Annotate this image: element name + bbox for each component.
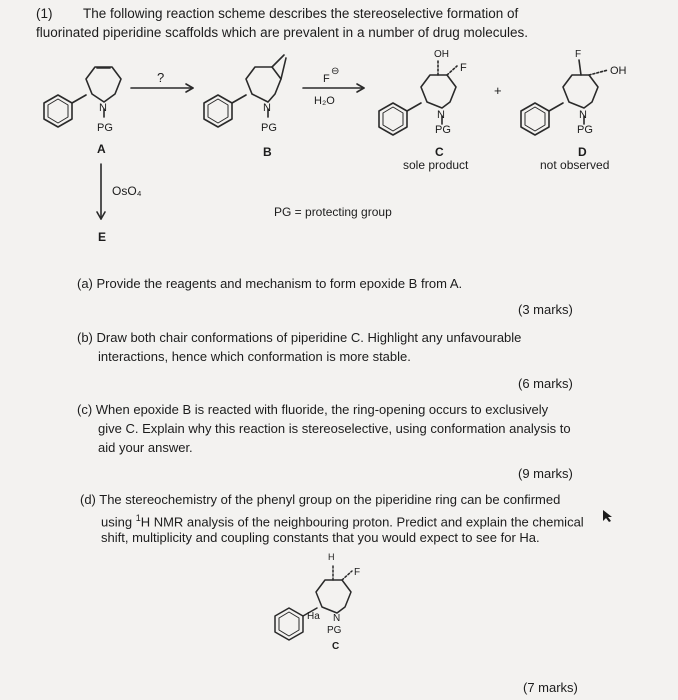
atom-n-d: N (579, 109, 587, 121)
reagent-fluoride-charge: ⊖ (331, 66, 340, 77)
compound-b-structure (204, 55, 286, 127)
label-c-note: sole product (403, 158, 469, 172)
atom-oh-d: OH (610, 65, 627, 77)
atom-pg-d: PG (577, 124, 593, 136)
part-b-marks: (6 marks) (518, 376, 573, 391)
part-a-text: (a) Provide the reagents and mechanism to form epoxide B from A. (77, 276, 463, 291)
part-c-marks: (9 marks) (518, 466, 573, 481)
label-e: E (98, 230, 107, 244)
atom-n-a: N (99, 102, 107, 114)
part-c-line3: aid your answer. (98, 440, 193, 455)
part-b-line2: interactions, hence which conformation is more stable. (98, 349, 411, 364)
atom-n-c: N (437, 109, 445, 121)
reagent-fluoride: F (323, 73, 330, 85)
atom-pg-a: PG (97, 122, 113, 134)
label-a: A (97, 142, 106, 156)
atom-pg-b: PG (261, 122, 277, 134)
part-c-line2: give C. Explain why this reaction is stereoselective, using conformation analysis to (98, 421, 571, 436)
arrow1-label: ? (157, 70, 165, 85)
compound-d-structure (521, 60, 608, 135)
label-c-small: C (332, 641, 340, 652)
atom-pg-c: PG (435, 124, 451, 136)
question-number: (1) (36, 6, 53, 21)
atom-f-d: F (575, 49, 582, 60)
mouse-cursor-icon (602, 509, 614, 523)
part-d-line2-post: H NMR analysis of the neighbouring proton. Predict and explain the chemical (140, 514, 584, 530)
label-d-note: not observed (540, 158, 610, 172)
part-b-line1: (b) Draw both chair conformations of piperidine C. Highlight any unfavourable (77, 330, 522, 345)
atom-pg-small: PG (327, 625, 342, 636)
reagent-water: H₂O (314, 95, 335, 107)
part-d-line3: shift, multiplicity and coupling constants that you would expect to see for Ha. (101, 530, 540, 545)
atom-h-small: H (328, 552, 335, 562)
label-d: D (578, 145, 587, 159)
reagent-oso4: OsO₄ (112, 184, 142, 198)
label-b: B (263, 145, 272, 159)
part-d-line2-pre: using (101, 514, 136, 530)
atom-n-b: N (263, 102, 271, 114)
part-d-line1: (d) The stereochemistry of the phenyl group on the piperidine ring can be confirmed (80, 492, 561, 507)
compound-c-small (265, 550, 395, 660)
part-a-marks: (3 marks) (518, 302, 573, 317)
atom-oh-c: OH (434, 49, 449, 60)
intro-line-2: fluorinated piperidine scaffolds which are prevalent in a number of drug molecules. (36, 25, 529, 40)
part-c-line1: (c) When epoxide B is reacted with fluoride, the ring-opening occurs to exclusively (77, 402, 549, 417)
intro-line-1: The following reaction scheme describes the stereoselective formation of (83, 6, 519, 21)
part-d-marks: (7 marks) (523, 680, 578, 695)
label-c: C (435, 145, 444, 159)
atom-n-small: N (333, 613, 341, 624)
compound-a-structure (44, 67, 121, 127)
atom-ha-small: Ha (307, 611, 320, 622)
plus-sign: + (494, 83, 502, 98)
atom-f-c: F (460, 62, 467, 74)
pg-definition: PG = protecting group (274, 205, 392, 219)
part-d-superscript: 1 (135, 513, 141, 523)
atom-f-small: F (354, 567, 361, 578)
